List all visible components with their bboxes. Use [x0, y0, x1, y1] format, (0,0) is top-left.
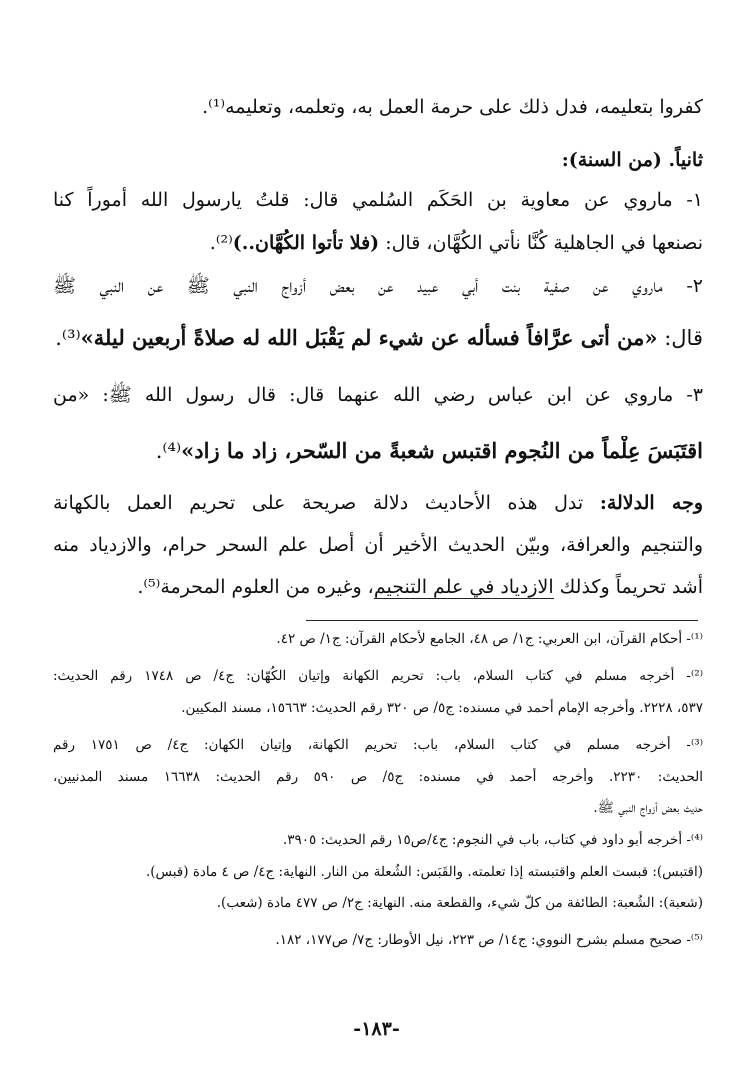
footnote-2-line-b: ٥٣٧، ٢٢٢٨. وأخرجه الإمام أحمد في مسنده: ج٥/ ص ٣٢٠ رقم الحديث: ١٥٦٦٣، مسند المكيين.: [181, 700, 703, 716]
hadith-2-line-a: ٢- ماروي عن صفية بنت أبي عبيد عن بعض أزواج النبي ﷺ عن النبي ﷺ: [53, 275, 703, 297]
hadith-2-quote: «من أتى عرَّافاً فسأله عن شيء لم يَقْبَل الله له صلاةً أربعين ليلة»: [80, 325, 658, 350]
evidence-label: وجه الدلالة:: [599, 492, 703, 514]
page-number: -١٨٣-: [353, 1018, 400, 1040]
hadith-2-line-b: [53, 323, 703, 353]
evidence-line-c: [53, 572, 703, 602]
hadith-2-text: قال:: [657, 326, 703, 350]
footnote-2-line-a: ⁽²⁾- أخرجه مسلم في كتاب السلام، باب: تحريم الكهانة وإتيان الكُهّان: ج٤/ ص ١٧٤٨ رقم الحديث:: [53, 668, 703, 684]
evidence-line-b: والتنجيم والعرافة، وبيّن الحديث الأخير أن أصل علم السحر حرام، والازدياد منه: [53, 534, 703, 556]
footnote-5: ⁽⁵⁾- صحيح مسلم بشرح النووي: ج١٤/ ص ٢٢٣، نيل الأوطار: ج٧/ ص١٧٧، ١٨٢.: [275, 932, 703, 948]
footnote-4-line-b: (اقتبس): قبست العلم واقتبسته إذا تعلمته. والقَبَس: الشُعلة من النار. النهاية: ج٤/ ص ٤ مادة (قبس).: [145, 864, 703, 880]
hadith-3-quote: اقتَبَسَ عِلْماً من النُجوم اقتبس شعبةً من السّحر، زاد ما زاد»: [181, 438, 703, 463]
footnote-3-line-c: حديث بعض أزواج النبي ﷺ.: [593, 800, 703, 816]
hadith-3-line-a: ٣- ماروي عن ابن عباس رضي الله عنهما قال: قال رسول الله ﷺ: «من: [53, 384, 703, 406]
evidence-text-c: أشد تحريماً وكذلك: [553, 576, 703, 598]
footnote-3-line-b: الحديث: ٢٢٣٠. وأخرجه أحمد في مسنده: ج٥/ ص ٥٩٠ رقم الحديث: ١٦٦٣٨ مسند المدنيين،: [53, 769, 703, 785]
evidence-text-a: تدل هذه الأحاديث دلالة صريحة على تحريم العمل بالكهانة: [53, 492, 600, 514]
evidence-line-a: [53, 488, 703, 518]
hadith-3-line-b: [53, 436, 703, 466]
footnote-separator: [306, 620, 698, 621]
footnote-4-line-a: ⁽⁴⁾- أخرجه أبو داود في كتاب، باب في النجوم: ج٤/ص١٥ رقم الحديث: ٣٩٠٥.: [282, 832, 703, 848]
evidence-text-c-end: ، وغيره من العلوم المحرمة⁽⁵⁾.: [137, 576, 374, 598]
footnote-ref-3: ⁽³⁾.: [55, 326, 81, 350]
hadith-1-text: نصنعها في الجاهلية كُنَّا نأتي الكُهَّان، قال:: [379, 232, 703, 254]
footnote-ref-4: ⁽⁴⁾.: [155, 439, 182, 463]
hadith-1-line-b: [53, 228, 703, 258]
section-heading: ثانياً. (من السنة):: [561, 149, 703, 171]
hadith-1-quote: (فلا تأتوا الكُهَّان..): [232, 232, 380, 254]
footnote-4-line-c: (شعبة): الشُعبة: الطائفة من كلّ شيء، والقطعة منه. النهاية: ج٢/ ص ٤٧٧ مادة (شعب).: [216, 895, 703, 911]
underlined-phrase: الازدياد في علم التنجيم: [373, 576, 554, 598]
footnote-ref-2: ⁽²⁾.: [209, 232, 233, 254]
main-line-1: كفروا بتعليمه، فدل ذلك على حرمة العمل به، وتعلمه، وتعليمه⁽¹⁾.: [202, 96, 703, 118]
hadith-1-line-a: ١- ماروي عن معاوية بن الحَكَم السُلمي قال: قلتُ يارسول الله أموراً كنا: [53, 189, 703, 211]
footnote-3-line-a: ⁽³⁾- أخرجه مسلم في كتاب السلام، باب: تحريم الكهانة، وإتيان الكهان: ج٤/ ص ١٧٥١ رقم: [53, 737, 703, 753]
footnote-1: ⁽¹⁾- أحكام القرآن، ابن العربي: ج١/ ص ٤٨، الجامع لأحكام القرآن: ج١/ ص ٤٢.: [276, 631, 703, 647]
